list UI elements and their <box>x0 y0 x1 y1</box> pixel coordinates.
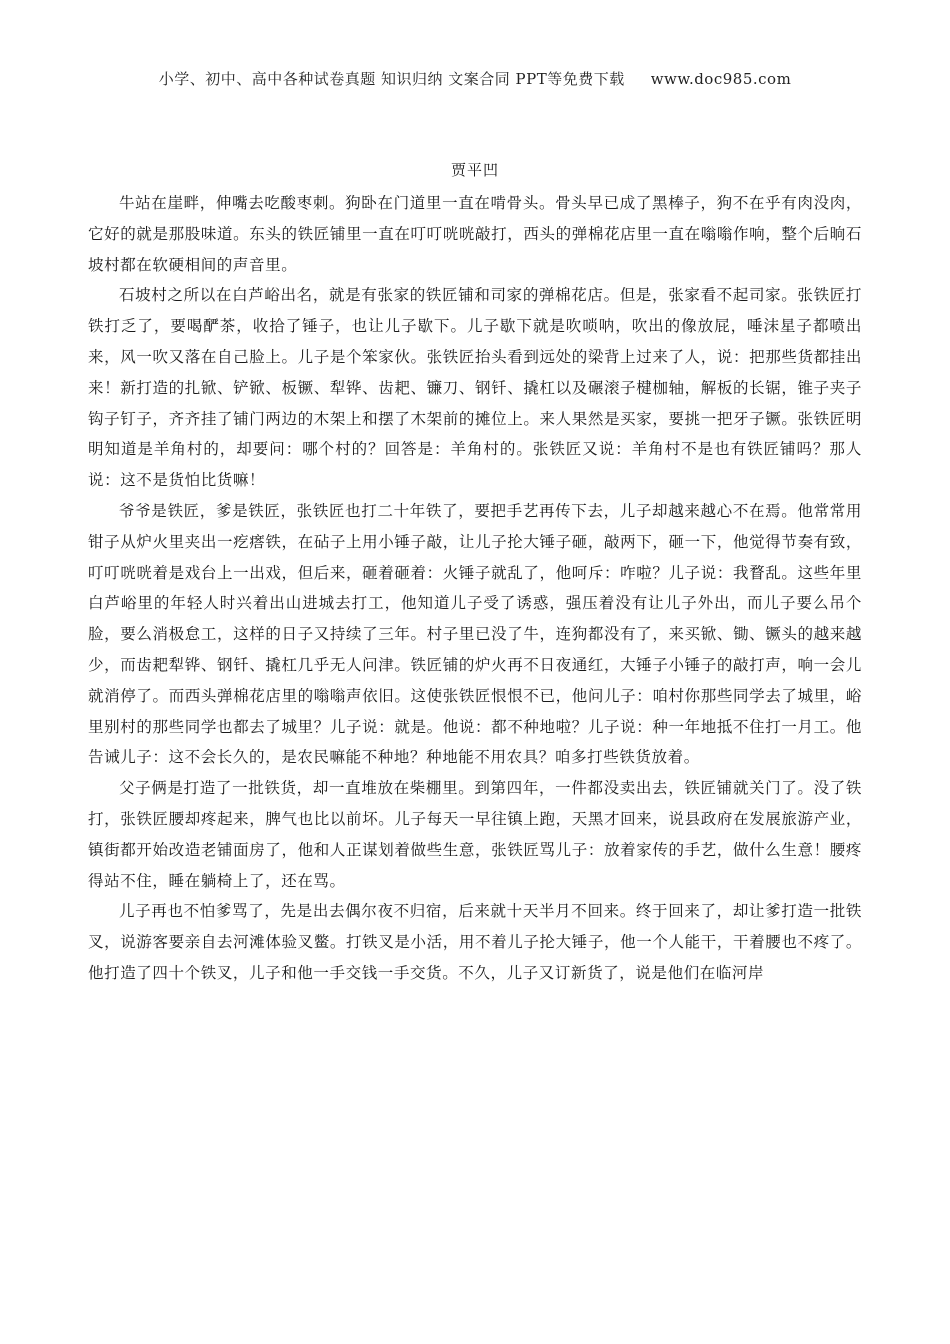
paragraph: 爷爷是铁匠，爹是铁匠，张铁匠也打二十年铁了，要把手艺再传下去，儿子却越来越心不在焉。他常常用钳子从炉火里夹出一疙瘩铁，在砧子上用小锤子敲，让儿子抡大锤子砸，敲两下，砸一下，他觉得节奏有致，叮叮咣咣着是戏台上一出戏，但后来，砸着砸着：火锤子就乱了，他呵斥：咋啦？儿子说：我瞀乱。这些年里白芦峪里的年轻人时兴着出山进城去打工，他知道儿子受了诱惑，强压着没有让儿子外出，而儿子要么吊个脸，要么消极怠工，这样的日子又持续了三年。村子里已没了牛，连狗都没有了，来买锨、锄、镢头的越来越少，而齿耙犁铧、钢钎、撬杠几乎无人问津。铁匠铺的炉火再不日夜通红，大锤子小锤子的敲打声，响一会儿就消停了。而西头弹棉花店里的嗡嗡声依旧。这使张铁匠恨恨不已，他问儿子：咱村你那些同学去了城里，峪里别村的那些同学也都去了城里？儿子说：就是。他说：都不种地啦？儿子说：种一年地抵不住打一月工。他告诫儿子：这不会长久的，是农民嘛能不种地？种地能不用农具？咱多打些铁货放着。 <box>88 501 862 767</box>
article-body <box>88 188 862 989</box>
paragraph: 石坡村之所以在白芦峪出名，就是有张家的铁匠铺和司家的弹棉花店。但是，张家看不起司家。张铁匠打铁打乏了，要喝酽茶，收拾了锤子，也让儿子歇下。儿子歇下就是吹唢呐，吹出的像放屁，唾沫星子都喷出来，风一吹又落在自己脸上。儿子是个笨家伙。张铁匠抬头看到远处的梁背上过来了人，说：把那些货都挂出来！新打造的扎锨、铲锨、板镢、犁铧、齿耙、镰刀、钢钎、撬杠以及碾滚子楗枷轴，解板的长锯，锥子夹子钩子钉子，齐齐挂了铺门两边的木架上和摆了木架前的摊位上。来人果然是买家，要挑一把牙子镢。张铁匠明明知道是羊角村的，却要问：哪个村的？回答是：羊角村的。张铁匠又说：羊角村不是也有铁匠铺吗？那人说：这不是货怕比货嘛！ <box>88 286 862 490</box>
paragraph: 牛站在崖畔，伸嘴去吃酸枣刺。狗卧在门道里一直在啃骨头。骨头早已成了黑棒子，狗不在乎有肉没肉，它好的就是那股味道。东头的铁匠铺里一直在叮叮咣咣敲打，西头的弹棉花店里一直在嗡嗡作响，整个后晌石坡村都在软硬相间的声音里。 <box>88 194 862 274</box>
header-text: 小学、初中、高中各种试卷真题 知识归纳 文案合同 PPT等免费下载 <box>158 70 625 88</box>
header-site-url: www.doc985.com <box>650 70 792 88</box>
paragraph: 父子俩是打造了一批铁货，却一直堆放在柴棚里。到第四年，一件都没卖出去，铁匠铺就关门了。没了铁打，张铁匠腰却疼起来，脾气也比以前坏。儿子每天一早往镇上跑，天黑才回来，说县政府在发展旅游产业，镇街都开始改造老铺面房了，他和人正谋划着做些生意，张铁匠骂儿子：放着家传的手艺，做什么生意！腰疼得站不住，睡在躺椅上了，还在骂。 <box>88 779 862 890</box>
paragraph: 儿子再也不怕爹骂了，先是出去偶尔夜不归宿，后来就十天半月不回来。终于回来了，却让爹打造一批铁叉，说游客要亲自去河滩体验叉鳖。打铁叉是小活，用不着儿子抡大锤子，他一个人能干，干着腰也不疼了。他打造了四十个铁叉，儿子和他一手交钱一手交货。不久，儿子又订新货了，说是他们在临河岸 <box>88 902 862 982</box>
page-header <box>0 68 950 89</box>
article-author: 贾平凹 <box>450 161 499 179</box>
